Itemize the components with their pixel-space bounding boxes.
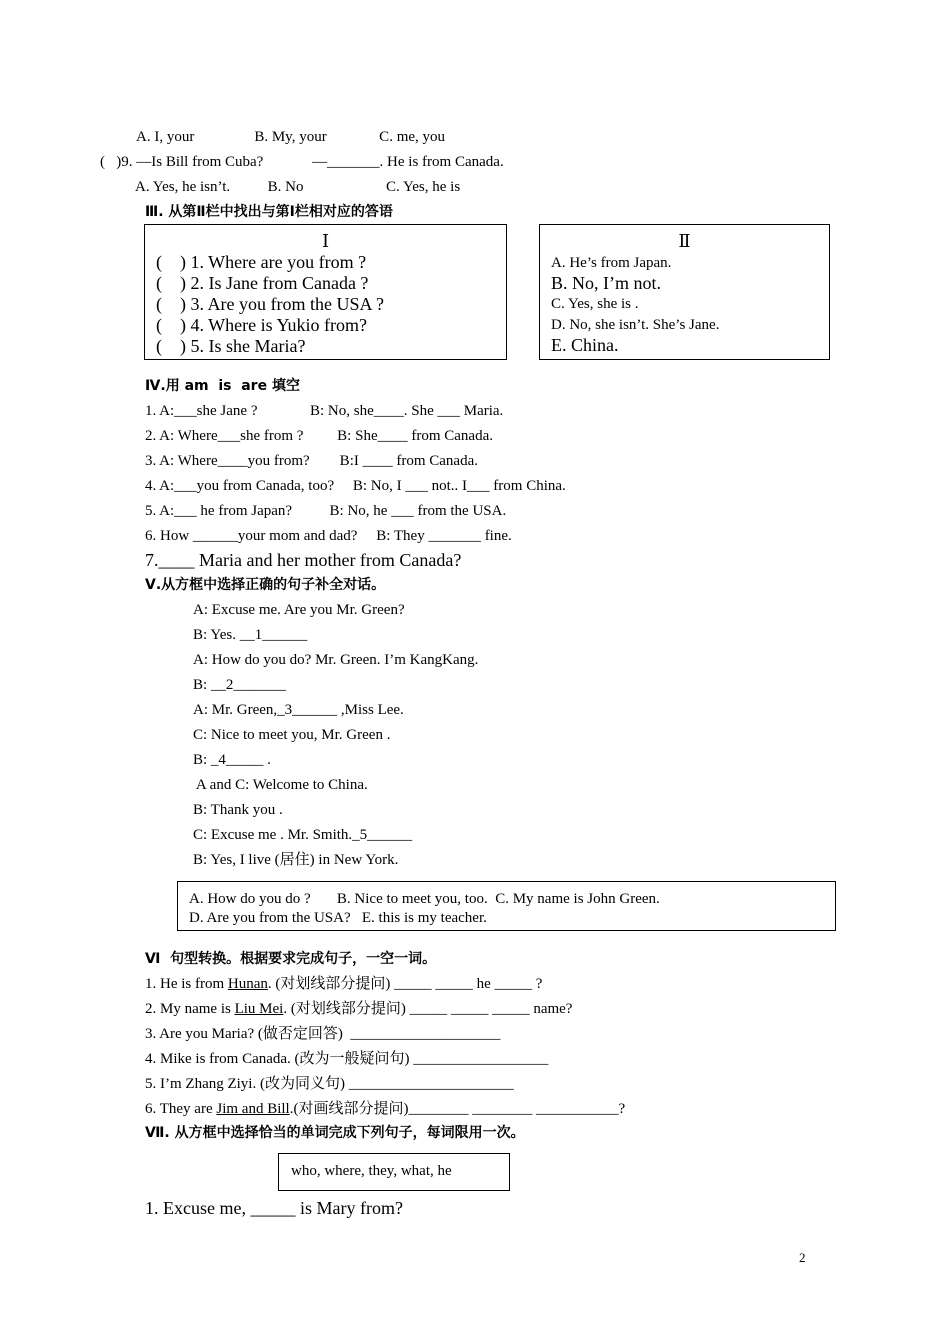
dialog-line: B: Yes. __1______ [193,627,308,643]
col1-item: ( ) 4. Where is Yukio from? [156,315,367,335]
page-number: 2 [799,1250,806,1265]
dialog-line: B: __2_______ [193,677,286,693]
transform-item: 5. I’m Zhang Ziyi. (改为同义句) ______________________ [145,1076,514,1092]
fill-item: 7.____ Maria and her mother from Canada? [145,550,462,570]
column-2-header: Ⅱ [678,231,691,251]
section6-title: Ⅵ 句型转换。根据要求完成句子，一空一词。 [145,951,437,967]
column-1-header: Ⅰ [321,231,330,251]
dialog-line: C: Nice to meet you, Mr. Green . [193,727,391,743]
word-box [278,1153,510,1191]
section4-title: Ⅳ.用 am is are 填空 [145,378,300,394]
fill-item: 4. A:___you from Canada, too? B: No, I ___ not.. I___ from China. [145,478,566,494]
col2-item: D. No, she isn’t. She’s Jane. [551,317,720,333]
dialog-line: B: Thank you . [193,802,283,818]
column-1-box [144,224,507,360]
col2-item: B. No, I’m not. [551,273,661,293]
fill-item: 2. A: Where___she from ? B: She____ from Canada. [145,428,493,444]
q8-options: A. I, your B. My, your C. me, you [136,129,446,145]
underlined-text: Liu Mei [234,1001,284,1017]
dialog-line: C: Excuse me . Mr. Smith._5______ [193,827,413,843]
options-box [177,881,836,931]
col2-item: A. He’s from Japan. [551,255,672,271]
fill-item: 3. A: Where____you from? B:I ____ from Canada. [145,453,478,469]
section7-title: Ⅶ. 从方框中选择恰当的单词完成下列句子，每词限用一次。 [145,1125,525,1141]
underlined-text: Jim and Bill [216,1101,290,1117]
fill-item: 5. A:___ he from Japan? B: No, he ___ from the USA. [145,503,507,519]
col1-item: ( ) 2. Is Jane from Canada ? [156,273,369,293]
transform-item: 2. My name is Liu Mei. (对划线部分提问) _____ _____ _____ name? [145,1001,573,1017]
dialog-line: A: Mr. Green,_3______ ,Miss Lee. [193,702,404,718]
transform-item: 4. Mike is from Canada. (改为一般疑问句) __________________ [145,1051,549,1067]
word-list: who, where, they, what, he [291,1163,452,1179]
column-2-box [539,224,830,360]
dialog-line: A: Excuse me. Are you Mr. Green? [193,602,405,618]
transform-item: 3. Are you Maria? (做否定回答) ____________________ [145,1026,501,1042]
col1-item: ( ) 3. Are you from the USA ? [156,294,384,314]
col1-item: ( ) 5. Is she Maria? [156,336,306,356]
transform-item: 6. They are Jim and Bill.(对画线部分提问)________ ________ ___________? [145,1101,626,1117]
word-question: 1. Excuse me, _____ is Mary from? [145,1198,403,1218]
section5-title: Ⅴ.从方框中选择正确的句子补全对话。 [145,577,386,593]
q9-options: A. Yes, he isn’t. B. No C. Yes, he is [135,179,461,195]
options-line-2: D. Are you from the USA? E. this is my teacher. [189,910,487,926]
section3-title: Ⅲ. 从第Ⅱ栏中找出与第Ⅰ栏相对应的答语 [145,204,393,220]
dialog-line: A and C: Welcome to China. [193,777,368,793]
col1-item: ( ) 1. Where are you from ? [156,252,367,272]
fill-item: 1. A:___she Jane ? B: No, she____. She ___ Maria. [145,403,504,419]
dialog-line: B: Yes, I live (居住) in New York. [193,852,399,868]
transform-item: 1. He is from Hunan. (对划线部分提问) _____ _____ he _____ ? [145,976,543,992]
col2-item: C. Yes, she is . [551,296,639,312]
options-line-1: A. How do you do ? B. Nice to meet you, too. C. My name is John Green. [189,891,660,907]
underlined-text: Hunan [227,976,268,992]
col2-item: E. China. [551,335,619,355]
dialog-line: A: How do you do? Mr. Green. I’m KangKang. [193,652,479,668]
dialog-line: B: _4_____ . [193,752,271,768]
q9-question: ( )9. —Is Bill from Cuba? —_______. He is from Canada. [100,154,504,170]
fill-item: 6. How ______your mom and dad? B: They _______ fine. [145,528,512,544]
